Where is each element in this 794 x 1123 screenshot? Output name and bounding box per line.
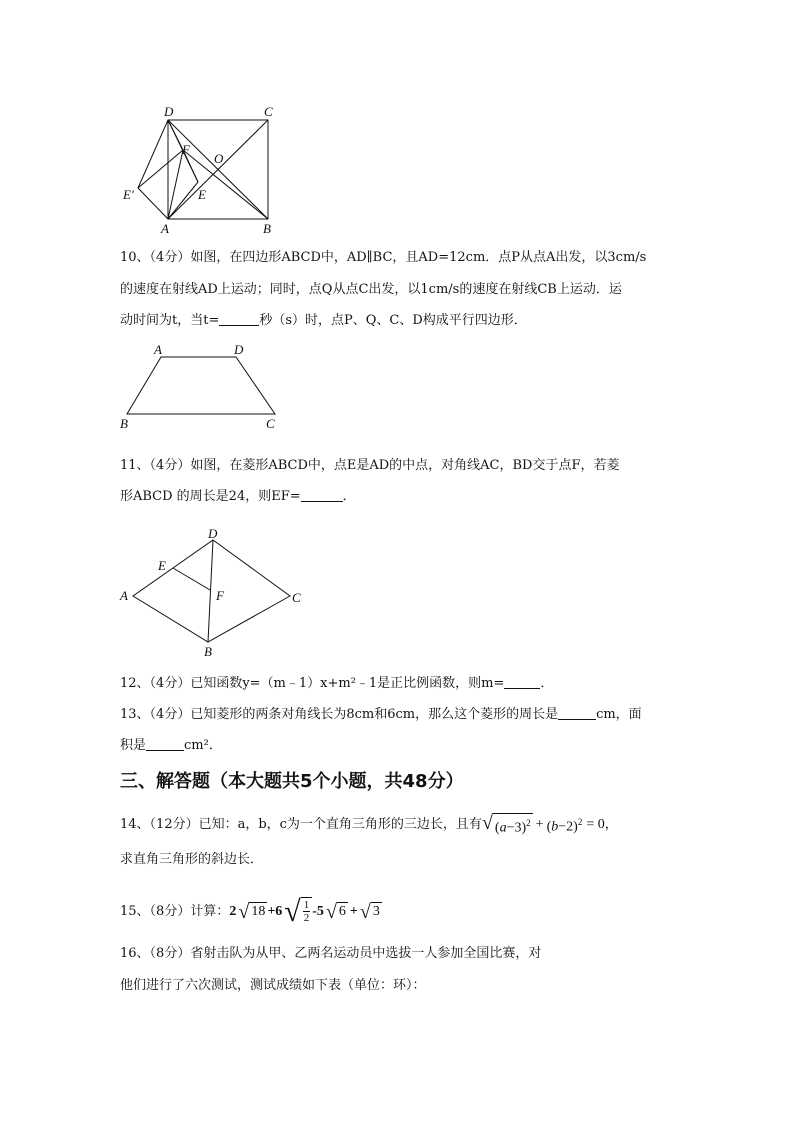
q11-line-2b: ． xyxy=(342,489,356,504)
q11-answer-blank[interactable] xyxy=(301,487,343,502)
q12-text-b: ． xyxy=(540,676,554,691)
q15-prefix: 15、（8分）计算： xyxy=(120,904,230,919)
label-f: F xyxy=(216,588,224,603)
q10-line-3 xyxy=(120,311,527,331)
q14-line-1: 14、（12分）已知：a，b，c为一个直角三角形的三边长，且有 √ $(a-3)^2$ + $(b-2)^2$ = 0 ， xyxy=(120,812,618,838)
figure-square-svg xyxy=(120,100,290,240)
q15-fraction: $\frac{1}{2}$ xyxy=(303,899,310,925)
q14-line-1-text: 14、（12分）已知：a，b，c为一个直角三角形的三边长，且有 xyxy=(120,816,482,832)
sqrt-sign-icon: √ xyxy=(238,901,250,923)
q10-answer-blank[interactable] xyxy=(219,311,259,326)
label-e-prime: E′ xyxy=(123,187,134,202)
q14-line-2: 求直角三角形的斜边长． xyxy=(120,852,264,867)
label-a: A xyxy=(154,342,162,357)
sqrt-sign-icon: √ xyxy=(284,895,301,928)
q13-line-2b: cm²． xyxy=(184,738,222,753)
q15-line xyxy=(120,897,382,927)
rhombus-outline xyxy=(133,540,290,642)
label-e: E xyxy=(198,187,206,202)
q16-line-2: 他们进行了六次测试，测试成绩如下表（单位：环）： xyxy=(120,978,426,993)
q10-line-3b: 秒（s）时，点P、Q、C、D构成平行四边形． xyxy=(259,313,527,328)
q13-line-1a: 13、（4分）已知菱形的两条对角线长为8cm和6cm，那么这个菱形的周长是 xyxy=(120,707,559,722)
label-a: A xyxy=(120,588,128,603)
q13-line-1b: cm，面 xyxy=(596,707,642,722)
label-b: B xyxy=(204,644,212,659)
label-e: E xyxy=(158,558,166,573)
q14-sqrt: √ $(a-3)^2$ xyxy=(481,811,531,836)
q16-line-1: 16、（8分）省射击队为从甲、乙两名运动员中选拔一人参加全国比赛，对 xyxy=(120,946,542,961)
q12-line xyxy=(120,674,553,694)
q12-text-a: 12、（4分）已知函数y=（m﹣1）x+m²﹣1是正比例函数，则m= xyxy=(120,676,505,691)
q11-line-1: 11、（4分）如图，在菱形ABCD中，点E是AD的中点，对角线AC，BD交于点F，若菱 xyxy=(120,458,620,473)
segment-de-prime xyxy=(138,120,168,188)
q13-line-1 xyxy=(120,705,642,725)
segment-e-prime-a xyxy=(138,188,168,219)
q13-area-blank[interactable] xyxy=(146,736,184,751)
label-c: C xyxy=(292,590,301,605)
figure-square-abcd xyxy=(120,100,290,240)
label-d: D xyxy=(208,526,218,541)
sqrt-sign-icon: √ xyxy=(359,901,371,923)
label-c: C xyxy=(266,416,275,431)
figure-trapezoid-svg xyxy=(118,340,288,435)
q10-line-2: 的速度在射线AD上运动；同时，点Q从点C出发，以1cm/s的速度在射线CB上运动．运 xyxy=(120,282,622,297)
q11-line-2a: 形ABCD 的周长是24，则EF= xyxy=(120,489,301,504)
section-3-heading: 三、解答题（本大题共5个小题，共48分） xyxy=(120,771,464,792)
q15-expression: 2 √ 18 +6 √ $\frac{1}{2}$ -5 √ 6 + √ 3 xyxy=(229,895,380,928)
q13-line-2 xyxy=(120,736,222,756)
label-d: D xyxy=(234,342,244,357)
label-d: D xyxy=(164,104,174,119)
q13-line-2a: 积是 xyxy=(120,738,147,753)
figure-rhombus-svg xyxy=(118,528,308,663)
label-f: F xyxy=(182,142,190,157)
label-o: O xyxy=(214,151,224,166)
trapezoid-outline xyxy=(127,357,275,414)
figure-rhombus xyxy=(118,528,308,663)
label-b: B xyxy=(120,416,128,431)
q10-line-3a: 动时间为t，当t= xyxy=(120,313,220,328)
q11-line-2 xyxy=(120,487,356,507)
segment-ef xyxy=(173,568,210,590)
label-a: A xyxy=(161,221,169,236)
sqrt-sign-icon: √ xyxy=(481,811,493,834)
q10-line-1: 10、（4分）如图，在四边形ABCD中，AD∥BC，且AD=12cm．点P从点A出发，以3cm/s xyxy=(120,250,647,265)
q13-perimeter-blank[interactable] xyxy=(558,705,596,720)
label-c: C xyxy=(264,104,273,119)
diagonal-bd xyxy=(208,540,213,642)
label-b: B xyxy=(263,221,271,236)
figure-trapezoid xyxy=(118,340,288,435)
q12-answer-blank[interactable] xyxy=(504,674,540,689)
q14-expression: √ $(a-3)^2$ + $(b-2)^2$ = 0 xyxy=(481,811,605,836)
sqrt-sign-icon: √ xyxy=(325,901,337,923)
